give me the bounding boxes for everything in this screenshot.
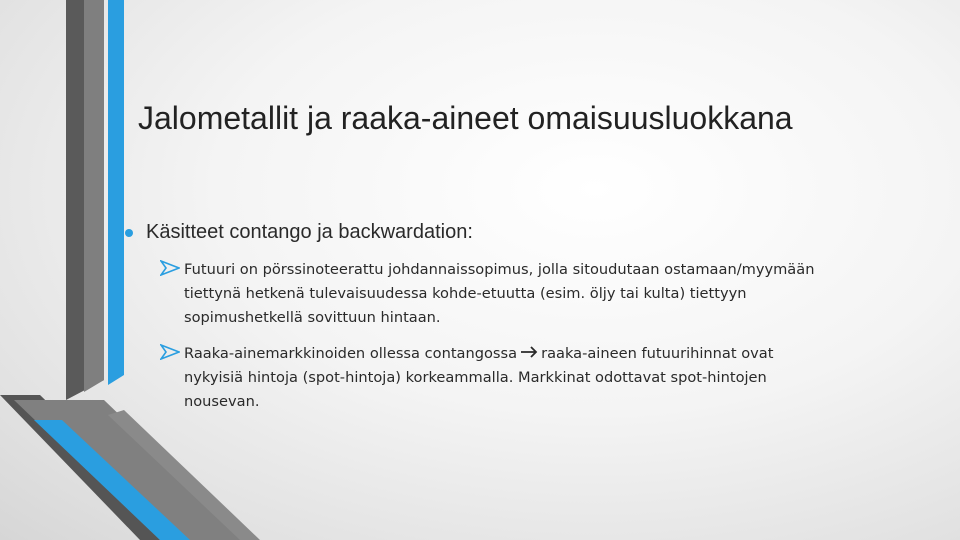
slide-title: Jalometallit ja raaka-aineet omaisuusluokkana (138, 100, 793, 136)
dot-bullet-icon (125, 229, 133, 237)
subbullet-line (160, 258, 880, 282)
subbullet-futures (160, 258, 880, 330)
subbullet-contango (160, 342, 880, 414)
subbullet-line: sopimushetkellä sovittuun hintaan. (184, 309, 441, 326)
right-arrow-icon (520, 346, 538, 358)
subbullet-line: nousevan. (184, 393, 260, 410)
subbullet-line: nykyisiä hintoja (spot-hintoja) korkeammalla. Markkinat odottavat spot-hintojen (184, 369, 767, 386)
main-bullet (125, 221, 473, 244)
subbullet-line (160, 342, 880, 366)
arrow-bullet-icon (160, 260, 180, 276)
main-bullet-text: Käsitteet contango ja backwardation: (146, 221, 473, 243)
subbullet-line: tiettynä hetkenä tulevaisuudessa kohde-etuutta (esim. öljy tai kulta) tiettyyn (184, 285, 747, 302)
gray-stripe-top (84, 0, 104, 392)
subbullet-line-text: raaka-aineen futuurihinnat ovat (541, 345, 774, 362)
subbullet-line-text: Raaka-ainemarkkinoiden ollessa contangossa (184, 345, 518, 362)
arrow-bullet-icon (160, 344, 180, 360)
subbullet-line-text: Futuuri on pörssinoteerattu johdannaissopimus, jolla sitoudutaan ostamaan/myymään (184, 261, 815, 278)
blue-stripe-top (108, 0, 124, 385)
